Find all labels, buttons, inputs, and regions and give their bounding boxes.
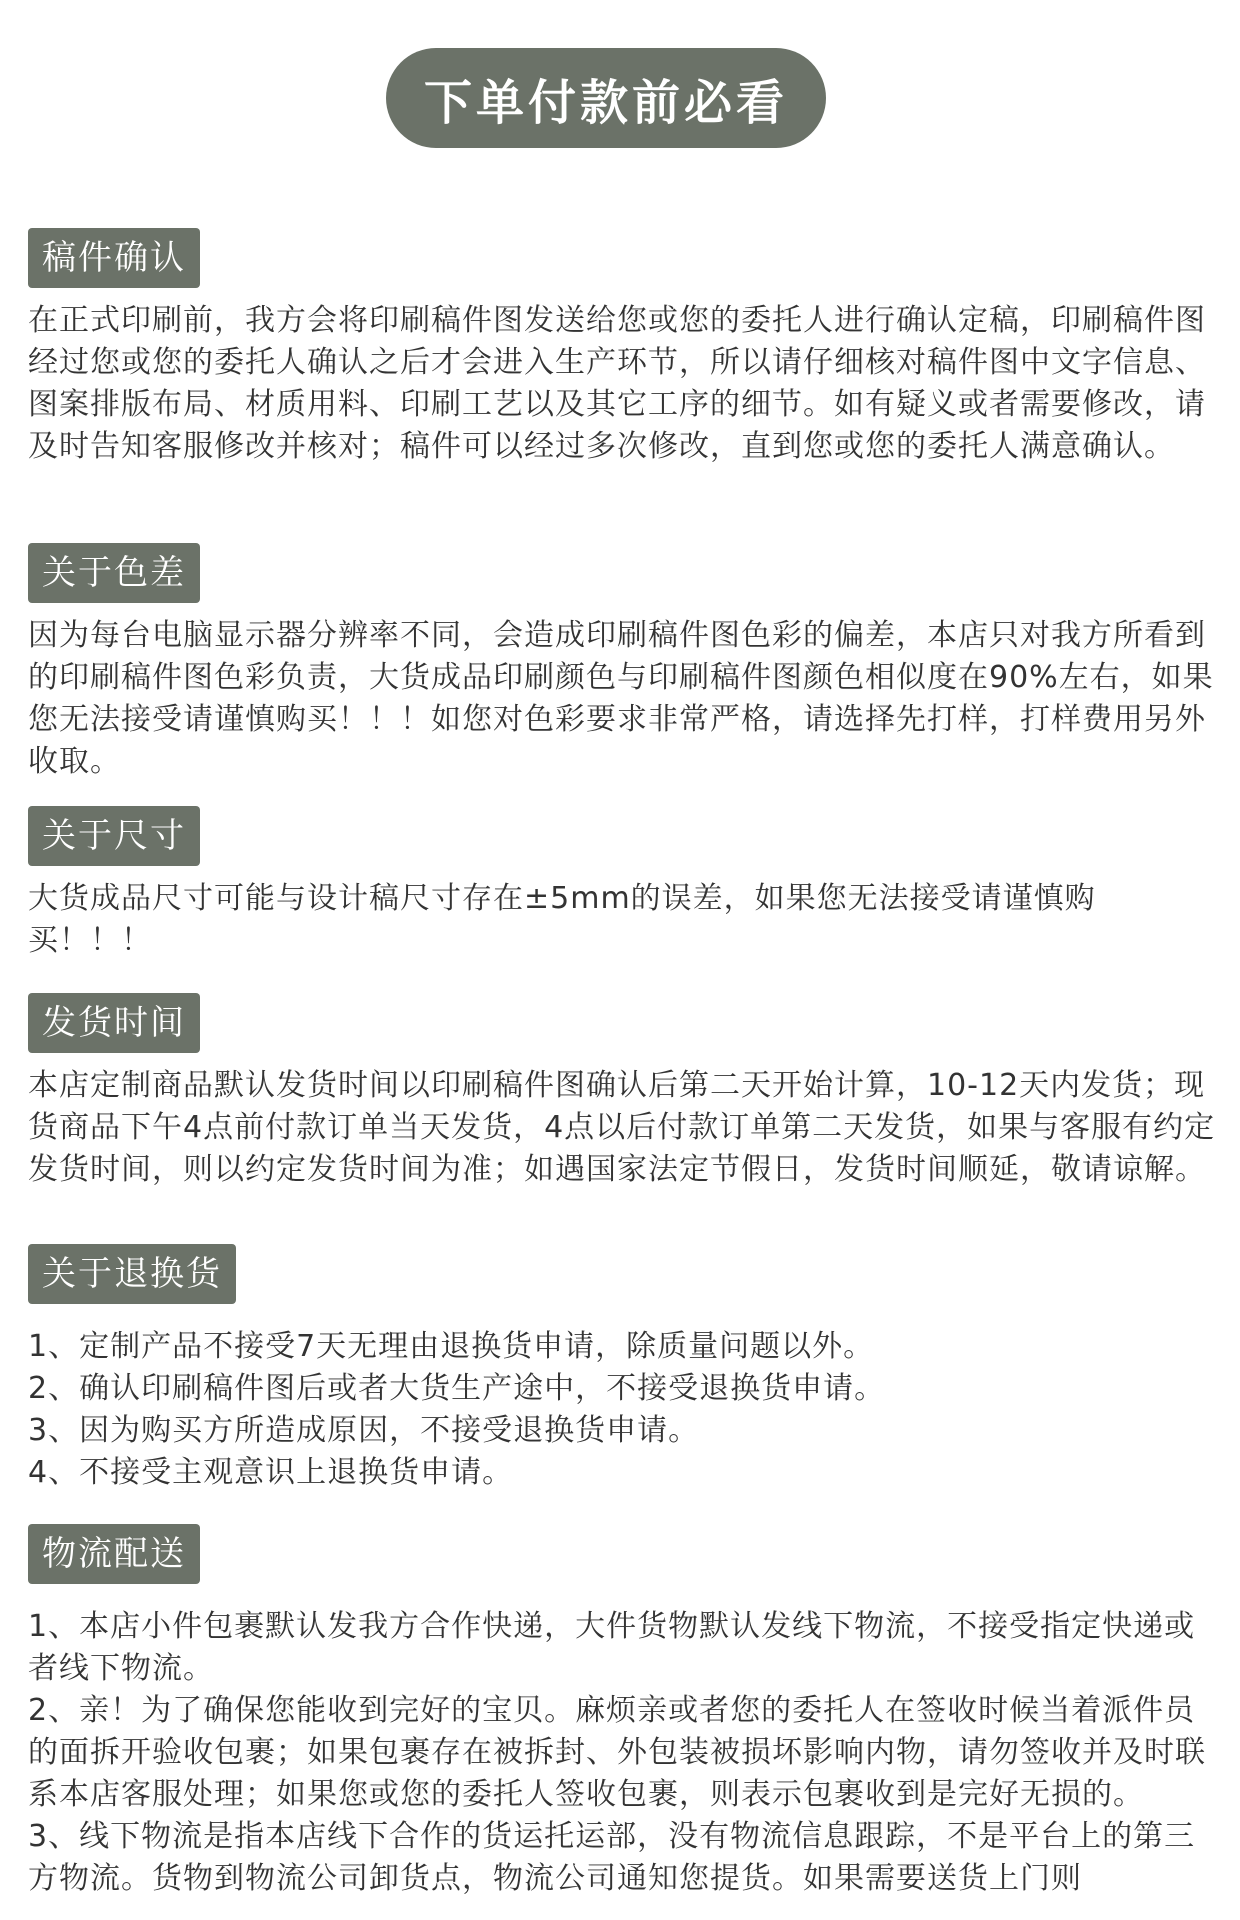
section-text: 大货成品尺寸可能与设计稿尺寸存在±5mm的误差，如果您无法接受请谨慎购买！！！ [28, 881, 1096, 958]
section-size [28, 806, 1218, 962]
logistics-list [28, 1606, 1218, 1900]
list-item: 2、亲！为了确保您能收到完好的宝贝。麻烦亲或者您的委托人在签收时候当着派件员的面拆开验收包裹；如果包裹存在被拆封、外包装被损坏影响内物，请勿签收并及时联系本店客服处理；如果您或您的委托人签收包裹，则表示包裹收到是完好无损的。 [28, 1693, 1206, 1812]
section-color-difference [28, 543, 1218, 783]
section-label: 关于退换货 [28, 1244, 236, 1304]
section-logistics [28, 1524, 1218, 1900]
list-item: 1、本店小件包裹默认发我方合作快递，大件货物默认发线下物流，不接受指定快递或者线下物流。 [28, 1609, 1196, 1686]
section-returns [28, 1244, 1218, 1494]
section-label: 关于尺寸 [28, 806, 200, 866]
list-item: 2、确认印刷稿件图后或者大货生产途中，不接受退换货申请。 [28, 1371, 886, 1406]
returns-list [28, 1326, 1218, 1494]
section-text: 在正式印刷前，我方会将印刷稿件图发送给您或您的委托人进行确认定稿，印刷稿件图经过您或您的委托人确认之后才会进入生产环节，所以请仔细核对稿件图中文字信息、图案排版布局、材质用料、印刷工艺以及其它工序的细节。如有疑义或者需要修改，请及时告知客服修改并核对；稿件可以经过多次修改，直到您或您的委托人满意确认。 [28, 303, 1206, 464]
section-shipping-time [28, 993, 1218, 1191]
list-item: 4、不接受主观意识上退换货申请。 [28, 1455, 514, 1490]
section-label: 稿件确认 [28, 228, 200, 288]
section-label: 关于色差 [28, 543, 200, 603]
section-label: 物流配送 [28, 1524, 200, 1584]
page-title: 下单付款前必看 [386, 48, 826, 148]
list-item: 1、定制产品不接受7天无理由退换货申请，除质量问题以外。 [28, 1329, 875, 1364]
section-draft-confirmation [28, 228, 1218, 468]
section-text: 本店定制商品默认发货时间以印刷稿件图确认后第二天开始计算，10-12天内发货；现货商品下午4点前付款订单当天发货，4点以后付款订单第二天发货，如果与客服有约定发货时间，则以约定发货时间为准；如遇国家法定节假日，发货时间顺延，敬请谅解。 [28, 1068, 1216, 1187]
section-label: 发货时间 [28, 993, 200, 1053]
list-item: 3、线下物流是指本店线下合作的货运托运部，没有物流信息跟踪，不是平台上的第三方物流。货物到物流公司卸货点，物流公司通知您提货。如果需要送货上门则 [28, 1819, 1196, 1896]
list-item: 3、因为购买方所造成原因，不接受退换货申请。 [28, 1413, 700, 1448]
section-text: 因为每台电脑显示器分辨率不同，会造成印刷稿件图色彩的偏差，本店只对我方所看到的印刷稿件图色彩负责，大货成品印刷颜色与印刷稿件图颜色相似度在90%左右，如果您无法接受请谨慎购买！！！如您对色彩要求非常严格，请选择先打样，打样费用另外收取。 [28, 618, 1214, 779]
